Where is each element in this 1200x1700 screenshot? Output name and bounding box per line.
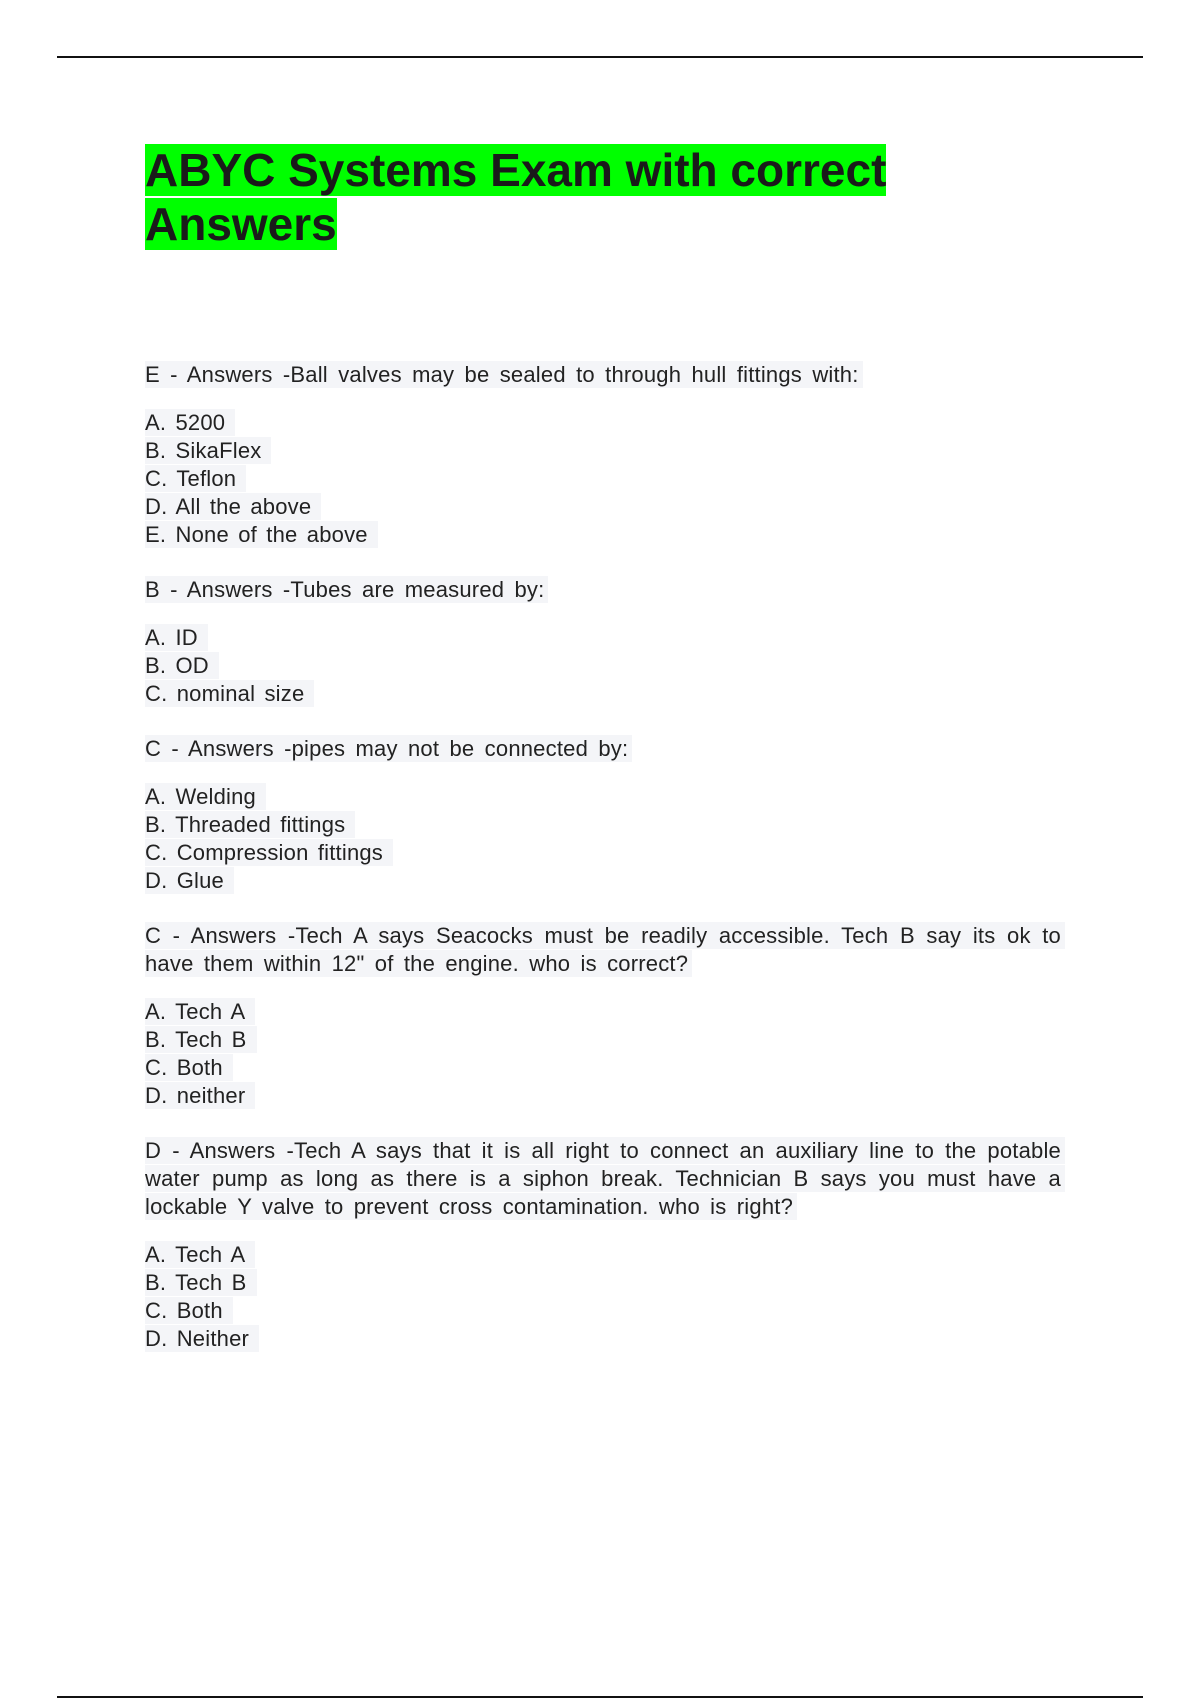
options-list [145, 409, 1065, 549]
question-text-span: C - Answers -Tech A says Seacocks must be readily accessible. Tech B say its ok to have them within 12" of the engine. who is correct? [145, 922, 1065, 977]
options-list [145, 1241, 1065, 1353]
option-item: C. Compression fittings [145, 839, 1065, 867]
page-content [145, 143, 1065, 1380]
option-item: A. Tech A [145, 1241, 1065, 1269]
question-text-span: D - Answers -Tech A says that it is all right to connect an auxiliary line to the potable water pump as long as there is a siphon break. Technician B says you must have a lockable Y valve to prevent cross contamination. who is right? [145, 1137, 1065, 1220]
question-block-1 [145, 361, 1065, 549]
question-block-4 [145, 922, 1065, 1110]
option-item: C. Teflon [145, 465, 1065, 493]
option-item: D. neither [145, 1082, 1065, 1110]
bottom-rule [57, 1696, 1143, 1698]
option-item: A. Welding [145, 783, 1065, 811]
option-item: A. 5200 [145, 409, 1065, 437]
option-item: D. Glue [145, 867, 1065, 895]
option-item: B. Threaded fittings [145, 811, 1065, 839]
option-item: D. Neither [145, 1325, 1065, 1353]
top-rule [57, 56, 1143, 58]
question-text [145, 576, 1065, 604]
option-item: A. Tech A [145, 998, 1065, 1026]
question-text [145, 1137, 1065, 1221]
option-item: C. Both [145, 1297, 1065, 1325]
document-title-text: ABYC Systems Exam with correct Answers [145, 144, 887, 250]
question-block-3 [145, 735, 1065, 895]
question-text-span: C - Answers -pipes may not be connected by: [145, 735, 632, 762]
document-title [145, 143, 1065, 251]
option-item: C. nominal size [145, 680, 1065, 708]
options-list [145, 783, 1065, 895]
question-text [145, 922, 1065, 978]
option-item: C. Both [145, 1054, 1065, 1082]
option-item: B. Tech B [145, 1026, 1065, 1054]
option-item: B. SikaFlex [145, 437, 1065, 465]
option-item: A. ID [145, 624, 1065, 652]
question-block-5 [145, 1137, 1065, 1353]
option-item: B. OD [145, 652, 1065, 680]
question-text [145, 735, 1065, 763]
option-item: B. Tech B [145, 1269, 1065, 1297]
question-text [145, 361, 1065, 389]
option-item: E. None of the above [145, 521, 1065, 549]
question-block-2 [145, 576, 1065, 708]
option-item: D. All the above [145, 493, 1065, 521]
options-list [145, 624, 1065, 708]
options-list [145, 998, 1065, 1110]
question-text-span: E - Answers -Ball valves may be sealed to through hull fittings with: [145, 361, 863, 388]
question-text-span: B - Answers -Tubes are measured by: [145, 576, 548, 603]
